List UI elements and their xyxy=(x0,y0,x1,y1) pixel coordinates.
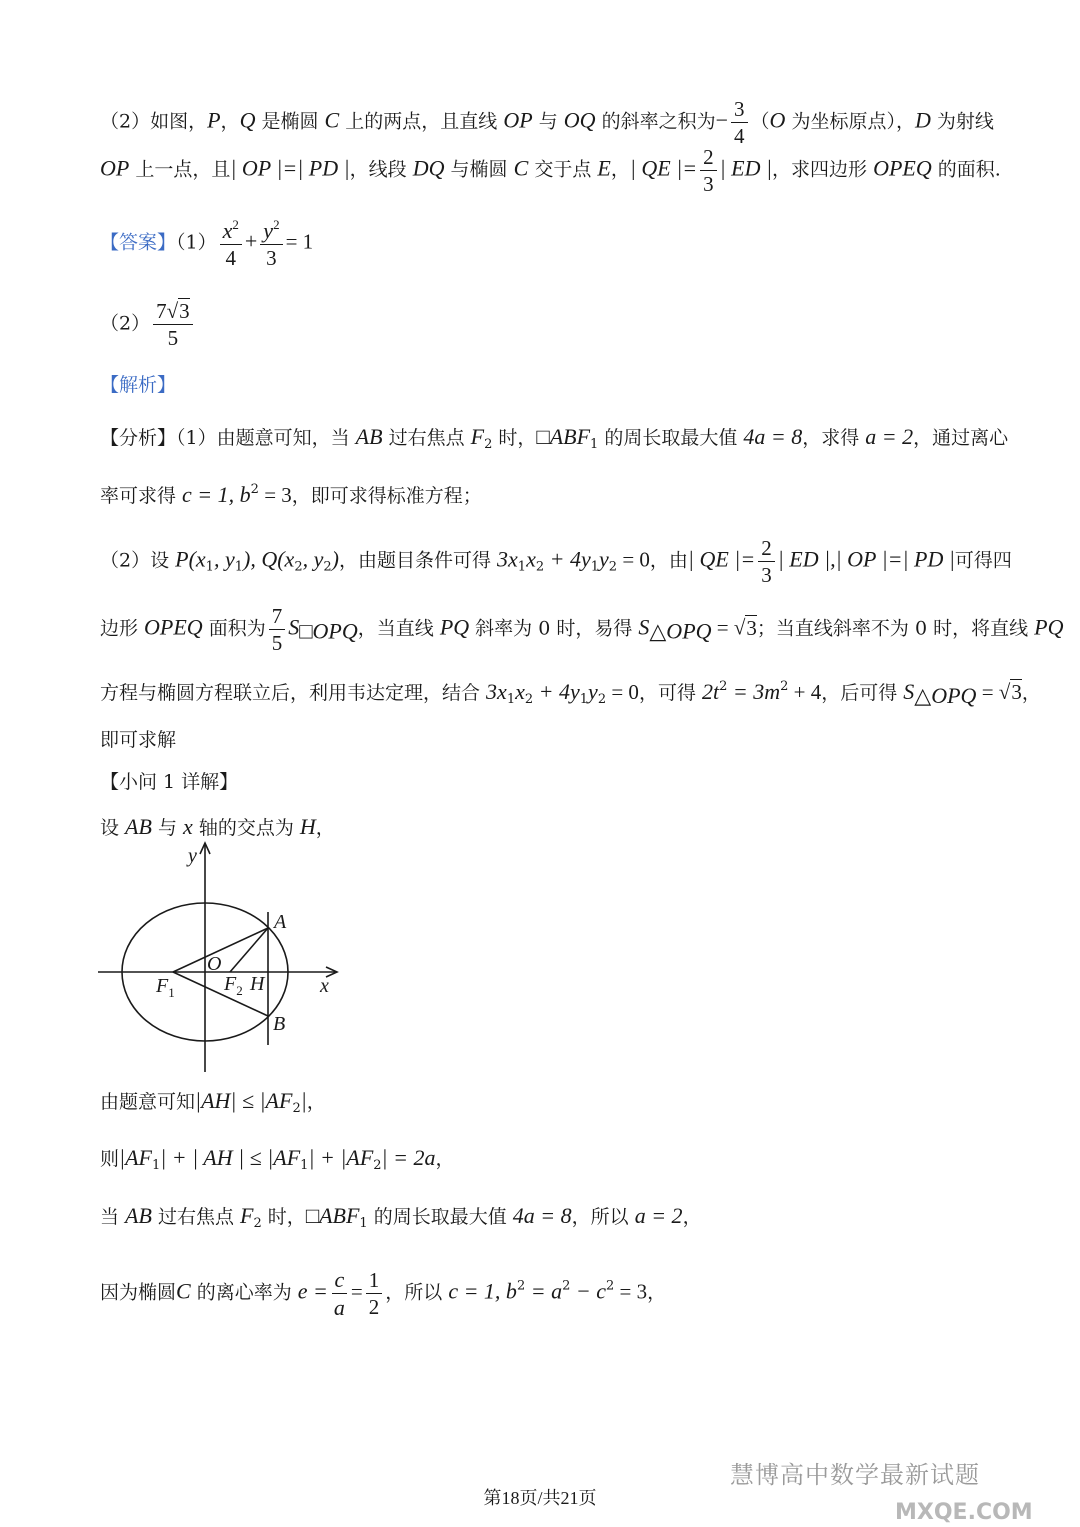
fenxi-line-2: 率可求得 c = 1, $b^2 = 3$，即可求得标准方程； xyxy=(100,482,482,507)
fraction-two-thirds-b: $\frac{2}{3}$ xyxy=(758,537,775,586)
label-H: H xyxy=(250,973,265,995)
label-O: O xyxy=(207,953,222,975)
fenxi-line-4: 边形 OPEQ 面积为 $\frac{7}{5}$ $S_{□OPQ}$，当直线 PQ 斜率为 0 时，易得 $S_{\triangle OPQ} = √3$；当直线斜率不为 0 时，将直线 PQ xyxy=(100,604,1064,656)
answer-line-1: 【答案】（1） $\frac{x^2}{4}$ + $\frac{y^2}{3}$ = 1 xyxy=(100,217,314,271)
setup-line: 设 AB 与 x 轴的交点为 H， xyxy=(100,814,335,839)
fenxi-line-3: （2）设 $P(x_1$, $y_1$), $Q(x_2$, $y_2$)，由题目条件可得 $3x_1x_2 + 4y_1y_2 = 0$，由| QE |= $\frac{2}{3}$ | ED |,| OP |=| PD |可得四 xyxy=(100,536,1012,588)
fraction-seven-fifths: $\frac{7}{5}$ xyxy=(269,605,286,654)
answer-line-2: （2） $\frac{7√3}{5}$ xyxy=(100,300,196,349)
label-B: B xyxy=(273,1013,286,1035)
fraction-c-over-a: $\frac{c}{a}$ xyxy=(331,1268,348,1319)
fraction-one-half: $\frac{1}{2}$ xyxy=(366,1269,383,1318)
watermark-site: MXQE.COM xyxy=(895,1500,1033,1525)
fraction-two-thirds: $\frac{2}{3}$ xyxy=(700,146,717,195)
page-footer: 第18页/共21页 xyxy=(483,1488,597,1508)
subquestion-1-label: 【小问 1 详解】 xyxy=(100,771,239,793)
fenxi-line-5: 方程与椭圆方程联立后，利用韦达定理，结合 $3x_1x_2 + 4y_1y_2 = 0$，可得 $2t^2 = 3m^2 + 4$，后可得 $S_{\triangle OPQ} = √3$， xyxy=(100,679,1041,708)
watermark: 慧博高中数学最新试题 xyxy=(730,1461,980,1489)
problem-line-1: （2）如图，P，Q 是椭圆 C 上的两点，且直线 OP 与 OQ 的斜率之积为− $\frac{3}{4}$ （O 为坐标原点），D 为射线 xyxy=(100,97,994,149)
label-F1: $F_1$ xyxy=(156,975,175,1000)
fraction-y2-over-3: $\frac{y^2}{3}$ xyxy=(260,218,282,269)
fenxi-line-1: 【分析】（1）由题意可知，当 AB 过右焦点 $F_2$ 时，$□ABF_1$ 的周长取最大值 4a = 8，求得 a = 2，通过离心 xyxy=(100,424,1009,452)
analysis-label: 【解析】 xyxy=(100,374,177,396)
fraction-x2-over-4: $\frac{x^2}{4}$ xyxy=(220,218,242,269)
solution-line-2: 则$|AF_1|$ + | AH | ≤ $|AF_1| + |AF_2| = 2a$， xyxy=(100,1145,455,1173)
answer-label: 【答案】 xyxy=(100,231,177,254)
label-y: y xyxy=(188,845,197,867)
label-F2: $F_2$ xyxy=(224,973,243,998)
fraction-three-quarters: $\frac{3}{4}$ xyxy=(731,98,748,147)
ellipse-figure xyxy=(90,840,350,1080)
label-x: x xyxy=(320,975,329,997)
fenxi-line-6: 即可求解 xyxy=(100,729,177,751)
fraction-7sqrt3-over-5: $\frac{7√3}{5}$ xyxy=(153,300,193,349)
solution-line-3: 当 AB 过右焦点 $F_2$ 时，$□ABF_1$ 的周长取最大值 4a = 8，所以 a = 2， xyxy=(100,1203,702,1231)
problem-line-2: OP 上一点，且| OP |=| PD |，线段 DQ 与椭圆 C 交于点 E，| QE |= $\frac{2}{3}$ | ED |，求四边形 OPEQ 的面积. xyxy=(100,145,1001,197)
solution-line-4: 因为椭圆C 的离心率为 e = $\frac{c}{a}$ = $\frac{1}{2}$ ，所以 c = 1, $b^2 = a^2 - c^2 = 3$， xyxy=(100,1267,667,1321)
label-A: A xyxy=(274,911,287,933)
segment-F2A xyxy=(230,928,268,972)
solution-line-1: 由题意可知$|AH| \le |AF_2|$， xyxy=(100,1088,326,1116)
